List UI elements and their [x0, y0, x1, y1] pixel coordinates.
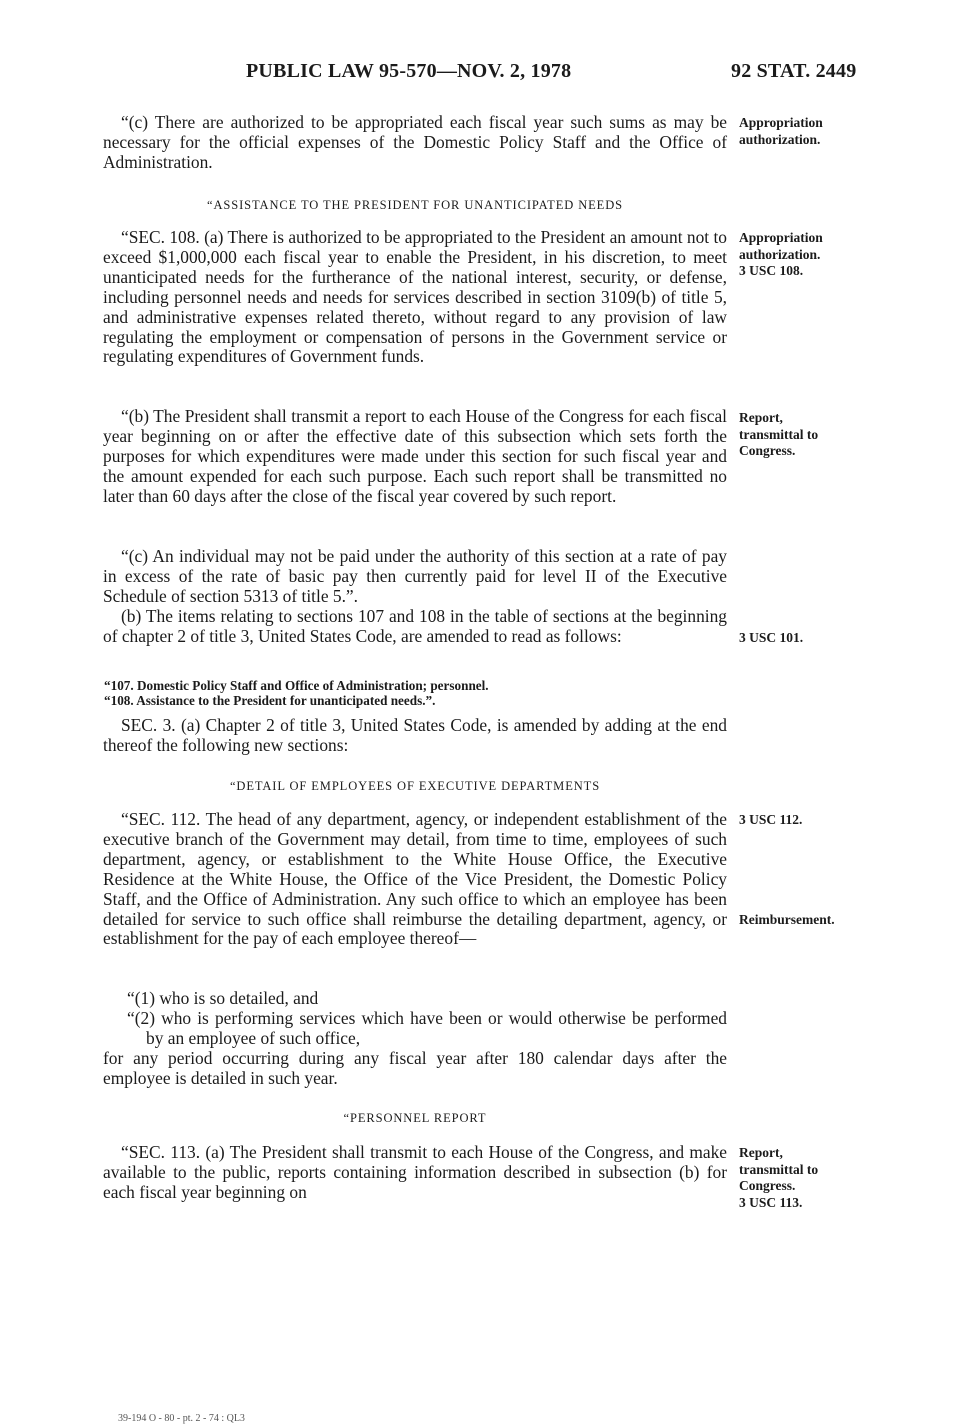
margin-note-report-1	[739, 410, 864, 460]
margin-note-line: Report,	[739, 1145, 783, 1160]
sec112-item-2-text: “(2) who is performing services which have been or would otherwise be performed by an employee of such office,	[127, 1008, 727, 1048]
printing-footer: 39-194 O - 80 - pt. 2 - 74 : QL3	[118, 1413, 245, 1424]
section-heading-assistance: “ASSISTANCE TO THE PRESIDENT FOR UNANTICIPATED NEEDS	[207, 198, 623, 212]
margin-note-appropriation-1	[739, 115, 864, 148]
margin-note-line: transmittal to	[739, 1161, 819, 1177]
sec108-subsection-c: “(c) An individual may not be paid under the authority of this section at a rate of pay in excess of the rate of basic pay then currently paid for level II of the Executive Schedule of section 5313 of title 5.”.	[103, 546, 727, 606]
sec112-item-1	[103, 989, 727, 1009]
toc-item-108: “108. Assistance to the President for unanticipated needs.”.	[104, 693, 436, 708]
margin-note-report-2	[739, 1145, 864, 1211]
toc-item-107: “107. Domestic Policy Staff and Office of Administration; personnel.	[104, 678, 489, 693]
sec112-tail: for any period occurring during any fiscal year after 180 calendar days after the employee is detailed in such year.	[103, 1048, 727, 1088]
margin-note-line: Appropriation	[739, 230, 823, 245]
margin-note-reimbursement	[739, 912, 864, 929]
sec112-text: “SEC. 112. The head of any department, agency, or independent establishment of the executive branch of the Government may detail, from time to time, employees of such department, agency, or establishment to the White House Office, the Executive Residence at the White House, the Office of the Vice President, the Domestic Policy Staff, and the Office of Administration. Any such office to which an employee has been detailed for service to such office shall reimburse the detailing department, agency, or establishment for the pay of each employee thereof—	[103, 809, 727, 949]
sec112-item-2	[103, 1009, 727, 1049]
section-heading-detail: “DETAIL OF EMPLOYEES OF EXECUTIVE DEPARTMENTS	[229, 779, 601, 793]
sec108-subsection-a: “SEC. 108. (a) There is authorized to be appropriated to the President an amount not to exceed $1,000,000 each fiscal year to enable the President, in his discretion, to meet unanticipated needs for the furtherance of the national interest, security, or defense, including personnel needs and needs for services described in section 3109(b) of title 5, and administrative expenses related thereto, without regard to any provision of law regulating the employment or compensation of persons in the Government service or regulating expenditures of Government funds.	[103, 227, 727, 367]
margin-note-appropriation-2	[739, 230, 864, 280]
margin-note-line: 3 USC 108.	[739, 263, 804, 279]
running-head-title: PUBLIC LAW 95-570—NOV. 2, 1978	[246, 60, 572, 82]
margin-note-line: authorization.	[739, 131, 821, 147]
paragraph-b-items: (b) The items relating to sections 107 and 108 in the table of sections at the beginning of chapter 2 of title 3, United States Code, are amended to read as follows:	[103, 606, 727, 646]
sec3-subsection-a: SEC. 3. (a) Chapter 2 of title 3, United States Code, is amended by adding at the end thereof the following new sections:	[103, 715, 727, 755]
margin-note-line: Reimbursement.	[739, 912, 835, 927]
margin-note-line: transmittal to	[739, 426, 819, 442]
margin-note-line: Congress.	[739, 443, 796, 459]
margin-note-line: Appropriation	[739, 115, 823, 130]
margin-note-line: Report,	[739, 410, 783, 425]
paragraph-c-appropriation: “(c) There are authorized to be appropriated each fiscal year such sums as may be necessary for the official expenses of the Domestic Policy Staff and the Office of Administration.	[103, 112, 727, 172]
margin-note-line: Congress.	[739, 1178, 796, 1194]
margin-note-line: 3 USC 113.	[739, 1194, 803, 1210]
statute-page-number: 92 STAT. 2449	[731, 60, 857, 82]
margin-note-line: 3 USC 112.	[739, 812, 803, 827]
margin-note-line: authorization.	[739, 246, 821, 262]
sec113-subsection-a: “SEC. 113. (a) The President shall transmit to each House of the Congress, and make available to the public, reports containing information described in subsection (b) for each fiscal year beginning on	[103, 1142, 727, 1202]
margin-note-line: 3 USC 101.	[739, 630, 804, 645]
margin-note-3-usc-112	[739, 812, 864, 829]
sec112-item-1-text: “(1) who is so detailed, and	[127, 988, 319, 1008]
section-heading-personnel: “PERSONNEL REPORT	[343, 1111, 487, 1125]
margin-note-3-usc-101	[739, 630, 864, 647]
sec108-subsection-b: “(b) The President shall transmit a report to each House of the Congress for each fiscal year beginning on or after the effective date of this subsection which sets forth the purposes for which expenditures were made under this section for such fiscal year and the amount expended for each such purpose. Each such report shall be transmitted no later than 60 days after the close of the fiscal year covered by such report.	[103, 406, 727, 506]
